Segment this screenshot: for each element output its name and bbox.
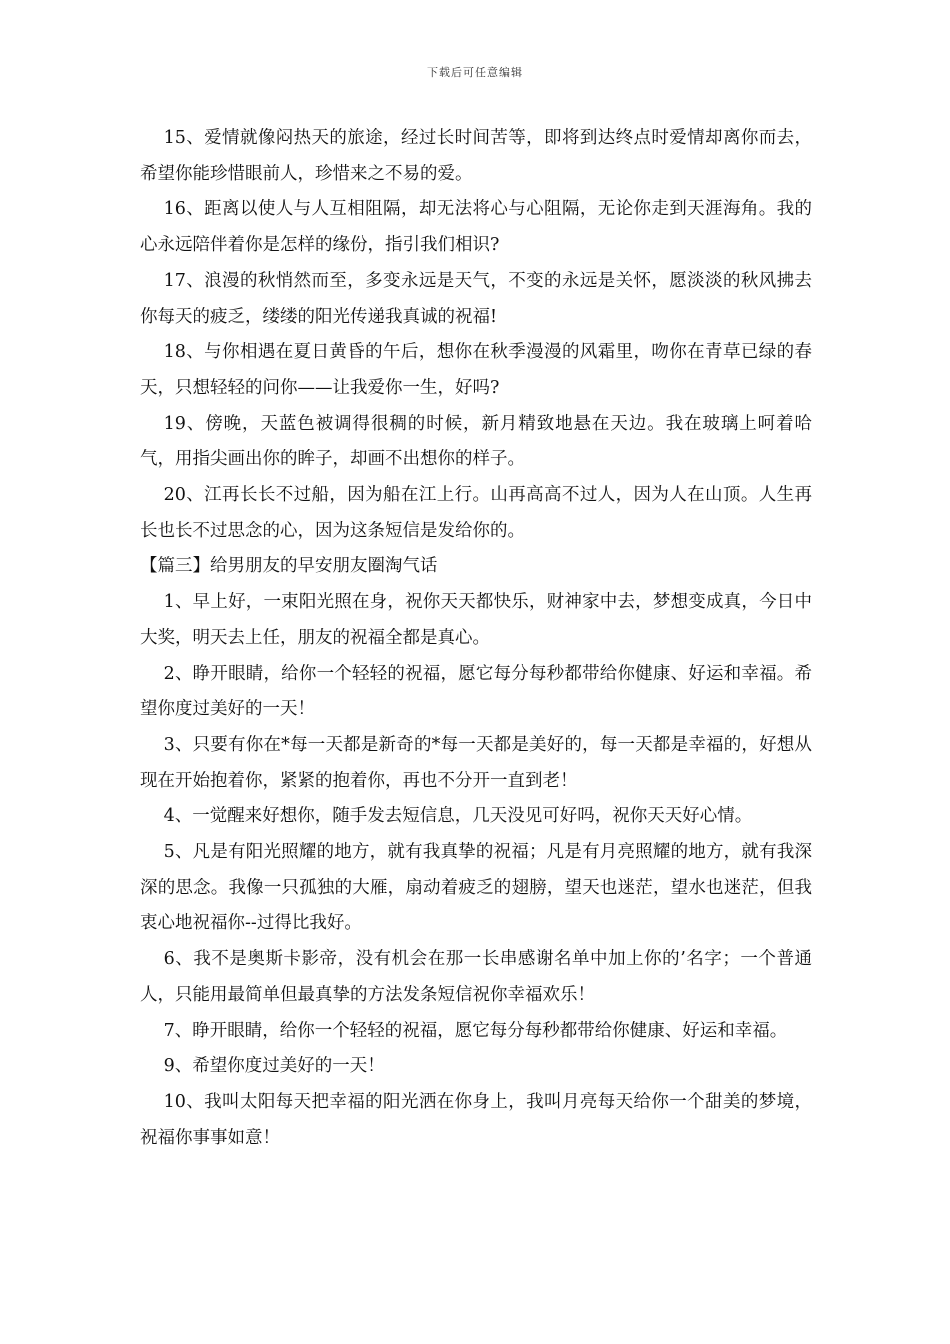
section-paragraph-6: 6、我不是奥斯卡影帝，没有机会在那一长串感谢名单中加上你的’名字；一个普通人，只能用最简单但最真挚的方法发条短信祝你幸福欢乐！ xyxy=(140,949,812,1005)
paragraph-17: 17、浪漫的秋悄然而至，多变永远是天气，不变的永远是关怀，愿淡淡的秋风拂去你每天的疲乏，缕缕的阳光传递我真诚的祝福! xyxy=(140,270,812,327)
section-paragraph-7: 7、睁开眼睛，给你一个轻轻的祝福，愿它每分每秒都带给你健康、好运和幸福。 xyxy=(163,1020,788,1041)
section-paragraph-9: 9、希望你度过美好的一天！ xyxy=(163,1056,385,1077)
paragraph-16: 16、距离以使人与人互相阻隔，却无法将心与心阻隔，无论你走到天涯海角。我的心永远陪伴着你是怎样的缘份，指引我们相识? xyxy=(140,199,812,256)
section-paragraph-5: 5、凡是有阳光照耀的地方，就有我真挚的祝福；凡是有月亮照耀的地方，就有我深深的思念。我像一只孤独的大雁，扇动着疲乏的翅膀，望天也迷茫，望水也迷茫，但我衷心地祝福你--过得比我好。 xyxy=(140,842,812,934)
section-paragraph-1: 1、早上好，一束阳光照在身，祝你天天都快乐，财神家中去，梦想变成真，今日中大奖，明天去上任，朋友的祝福全都是真心。 xyxy=(140,592,812,648)
section-paragraph-2: 2、睁开眼睛，给你一个轻轻的祝福，愿它每分每秒都带给你健康、好运和幸福。希望你度过美好的一天！ xyxy=(140,663,812,720)
document-body xyxy=(140,121,812,1156)
paragraph-20: 20、江再长长不过船，因为船在江上行。山再高高不过人，因为人在山顶。人生再长也长不过思念的心，因为这条短信是发给你的。 xyxy=(140,485,812,541)
paragraph-18: 18、与你相遇在夏日黄昏的午后，想你在秋季漫漫的风霜里，吻你在青草已绿的春天，只想轻轻的问你——让我爱你一生，好吗? xyxy=(140,342,812,398)
section-paragraph-3: 3、只要有你在*每一天都是新奇的*每一天都是美好的，每一天都是幸福的，好想从现在开始抱着你，紧紧的抱着你，再也不分开一直到老！ xyxy=(140,734,812,791)
paragraph-19: 19、傍晚，天蓝色被调得很稠的时候，新月精致地悬在天边。我在玻璃上呵着哈气，用指尖画出你的眸子，却画不出想你的样子。 xyxy=(140,413,812,470)
section-title: 【篇三】给男朋友的早安朋友圈淘气话 xyxy=(140,556,438,577)
section-paragraph-10: 10、我叫太阳每天把幸福的阳光洒在你身上，我叫月亮每天给你一个甜美的梦境，祝福你事事如意！ xyxy=(140,1091,812,1148)
section-paragraph-4: 4、一觉醒来好想你，随手发去短信息，几天没见可好吗，祝你天天好心情。 xyxy=(163,806,753,827)
paragraph-15: 15、爱情就像闷热天的旅途，经过长时间苦等，即将到达终点时爱情却离你而去，希望你能珍惜眼前人，珍惜来之不易的爱。 xyxy=(140,128,812,184)
page-header-note: 下载后可任意编辑 xyxy=(427,66,523,79)
